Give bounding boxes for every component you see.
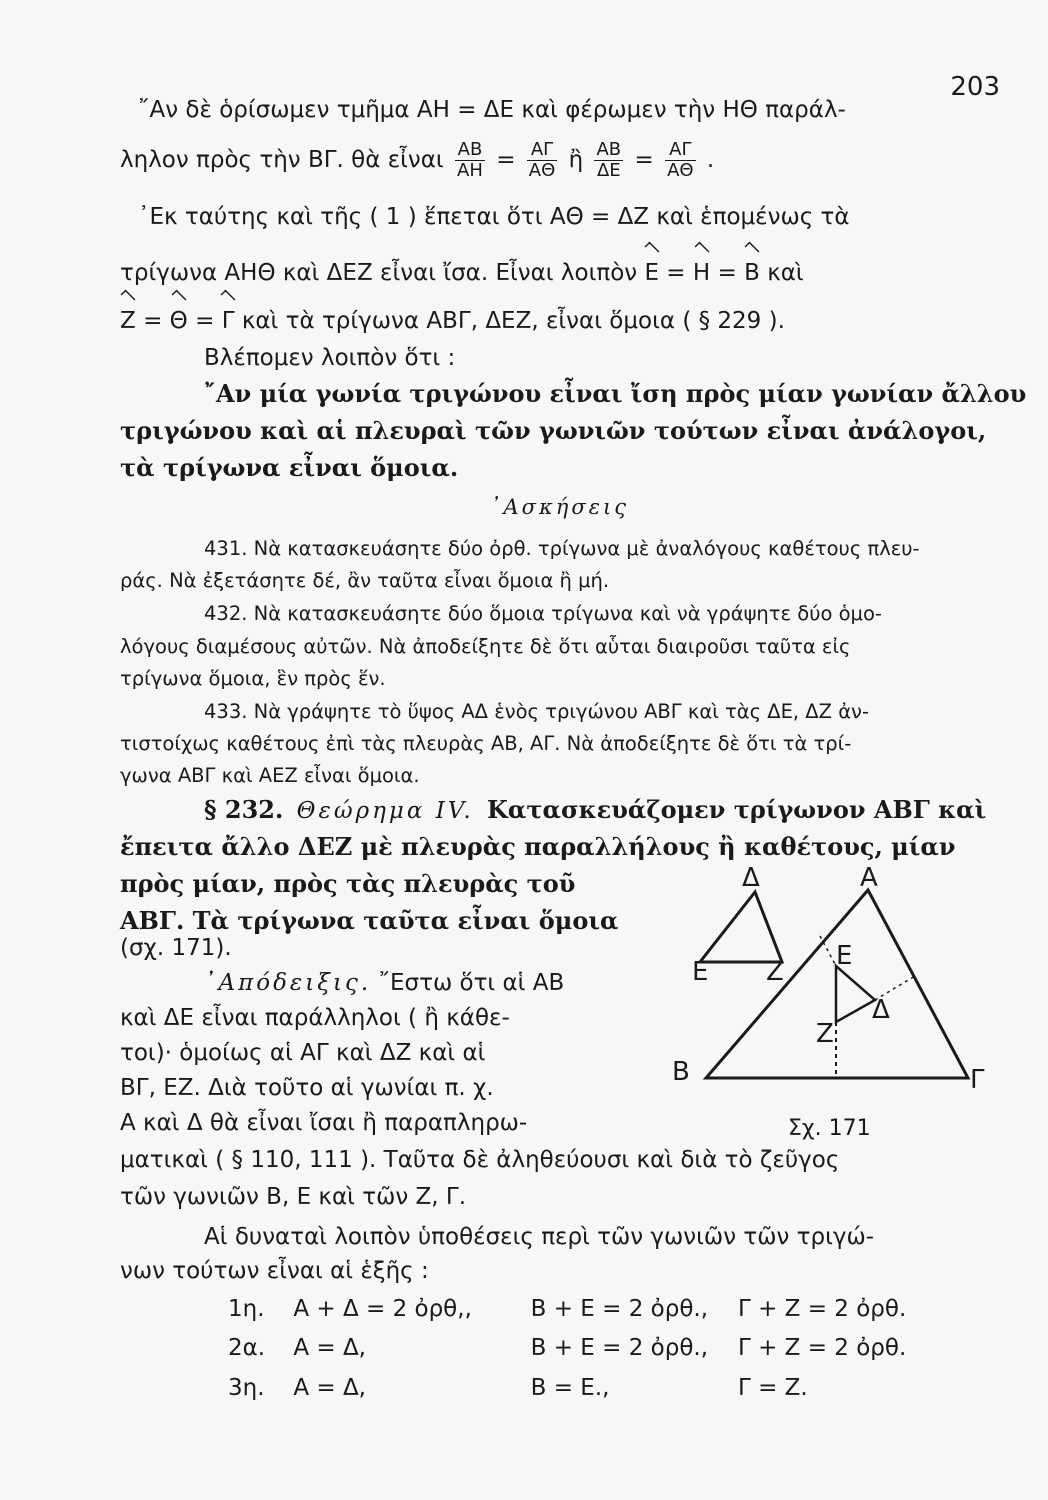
case-row: [228, 1333, 906, 1363]
angle-Theta: Θ: [169, 308, 188, 334]
proof-line: τοι)· ὁμοίως αἱ ΑΓ καὶ ΔΖ καὶ αἱ: [120, 1040, 486, 1066]
section-line: πρὸς μίαν, πρὸς τὰς πλευρὰς τοῦ: [120, 869, 576, 898]
proof-line: τῶν γωνιῶν Β, Ε καὶ τῶν Ζ, Γ.: [120, 1184, 467, 1210]
text: καὶ τὰ τρίγωνα ΑΒΓ, ΔΕΖ, εἶναι ὅμοια ( § 229 ).: [241, 308, 785, 334]
page-number: 203: [950, 72, 1000, 102]
denominator: ΔΕ: [596, 160, 621, 181]
denominator: ΑΘ: [528, 160, 556, 181]
para-line: ᾿Εκ ταύτης καὶ τῆς ( 1 ) ἕπεται ὅτι ΑΘ = ΔΖ καὶ ἑπομένως τὰ: [138, 204, 850, 230]
exercise-line: λόγους διαμέσους αὐτῶν. Νὰ ἀποδείξητε δὲ ὅτι αὗται διαιροῦσι ταῦτα εἰς: [120, 635, 851, 658]
exercise-line: τρίγωνα ὅμοια, ἓν πρὸς ἕν.: [120, 667, 386, 690]
section-label: Θεώρημα IV.: [296, 798, 474, 824]
para-line-with-angles: [120, 306, 785, 336]
case-angle-2: Β = Ε.,: [530, 1375, 610, 1401]
case-angle-2: Β + Ε = 2 ὀρθ.,: [530, 1335, 709, 1361]
angle-B: Β: [744, 260, 760, 286]
exercises-heading: ᾿Ασκήσεις: [490, 495, 629, 519]
angle-E: Ε: [644, 260, 659, 286]
equals: =: [143, 308, 163, 334]
dashed-line: [820, 936, 836, 966]
proof-text: ῎Εστω ὅτι αἱ ΑΒ: [378, 970, 565, 996]
case-angle-3: Γ + Ζ = 2 ὀρθ.: [737, 1296, 907, 1322]
exercise-line: 431. Νὰ κατασκευάσητε δύο ὀρθ. τρίγωνα μὲ ἀναλόγους καθέτους πλευ-: [204, 537, 920, 560]
text: τρίγωνα ΑΗΘ καὶ ΔΕΖ εἶναι ἴσα. Εἶναι λοιπὸν: [120, 260, 638, 286]
proof-line: [204, 968, 564, 998]
case-angle-1: Α = Δ,: [293, 1375, 366, 1401]
equals: =: [496, 147, 516, 173]
section-line: (σχ. 171).: [120, 935, 232, 961]
label-E-small: Ε: [692, 957, 709, 987]
proof-line: καὶ ΔΕ εἶναι παράλληλοι ( ἢ κάθε-: [120, 1005, 510, 1031]
proof-line: Α καὶ Δ θὰ εἶναι ἴσαι ἢ παραπληρω-: [120, 1110, 528, 1136]
denominator: ΑΗ: [457, 160, 483, 181]
section-heading: [204, 795, 986, 826]
label-B: Β: [672, 1057, 690, 1087]
label-G: Γ: [970, 1065, 985, 1095]
case-angle-3: Γ = Ζ.: [737, 1375, 808, 1401]
label-D-big: Δ: [872, 995, 890, 1025]
theorem-line: τὰ τρίγωνα εἶναι ὅμοια.: [120, 453, 459, 482]
figure-171: [670, 840, 1000, 1140]
section-number: § 232.: [204, 795, 284, 824]
period: .: [706, 147, 715, 173]
case-angle-3: Γ + Ζ = 2 ὀρθ.: [737, 1335, 907, 1361]
triangle-DEZ-small: [700, 892, 782, 962]
exercise-line: ράς. Νὰ ἐξετάσητε δέ, ἂν ταῦτα εἶναι ὅμοια ἢ μή.: [120, 569, 610, 592]
equals: =: [634, 147, 654, 173]
theorem-line: τριγώνου καὶ αἱ πλευραὶ τῶν γωνιῶν τούτων εἶναι ἀνάλογοι,: [120, 416, 987, 445]
denominator: ΑΘ: [667, 160, 694, 181]
para-line-with-angles: [120, 258, 804, 288]
case-label: 2α.: [228, 1335, 266, 1361]
numerator: ΑΓ: [665, 140, 695, 161]
exercise-line: 433. Νὰ γράψητε τὸ ὕψος ΑΔ ἑνὸς τριγώνου ΑΒΓ καὶ τὰς ΔΕ, ΔΖ ἀν-: [204, 700, 869, 723]
fraction: [527, 140, 557, 181]
proof-line: νων τούτων εἶναι αἱ ἑξῆς :: [120, 1258, 429, 1284]
label-A: Α: [860, 863, 878, 893]
numerator: ΑΓ: [527, 140, 557, 161]
fraction: [665, 140, 695, 181]
numerator: ΑΒ: [596, 139, 622, 160]
figure-caption: Σχ. 171: [788, 1116, 871, 1140]
equals: =: [666, 260, 686, 286]
section-text: Κατασκευάζομεν τρίγωνον ΑΒΓ καὶ: [487, 795, 987, 824]
case-label: 3η.: [228, 1375, 265, 1401]
proof-line: ματικαὶ ( § 110, 111 ). Ταῦτα δὲ ἀληθεύουσι καὶ διὰ τὸ ζεῦγος: [120, 1147, 840, 1173]
section-line: ἔπειτα ἄλλο ΔΕΖ μὲ πλευρὰς παραλλήλους ἢ καθέτους, μίαν: [120, 832, 956, 861]
case-angle-2: Β + Ε = 2 ὀρθ.,: [530, 1296, 709, 1322]
label-Z-small: Ζ: [766, 957, 784, 987]
proof-line: ΒΓ, ΕΖ. Διὰ τοῦτο αἱ γωνίαι π. χ.: [120, 1075, 494, 1101]
label-Z-big: Ζ: [816, 1019, 834, 1049]
angle-H: Η: [692, 260, 711, 286]
proof-line: Αἱ δυναταὶ λοιπὸν ὑποθέσεις περὶ τῶν γωνιῶν τῶν τριγώ-: [204, 1224, 875, 1250]
section-line: ΑΒΓ. Τὰ τρίγωνα ταῦτα εἶναι ὅμοια: [120, 906, 619, 935]
fraction: [455, 140, 485, 181]
para-line-with-fractions: [120, 140, 714, 181]
case-angle-1: Α + Δ = 2 ὀρθ,,: [293, 1296, 472, 1322]
case-row: [228, 1294, 906, 1324]
proof-label: ᾿Απόδειξις.: [204, 970, 372, 996]
label-E-big: Ε: [836, 941, 853, 971]
equals: =: [195, 308, 215, 334]
case-label: 1η.: [228, 1296, 265, 1322]
fraction: [594, 140, 623, 181]
conclusion-intro: Βλέπομεν λοιπὸν ὅτι :: [204, 345, 456, 371]
triangle-inner: [836, 966, 875, 1022]
exercise-line: γωνα ΑΒΓ καὶ ΑΕΖ εἶναι ὅμοια.: [120, 764, 420, 787]
exercise-line: τιστοίχως καθέτους ἐπὶ τὰς πλευρὰς ΑΒ, ΑΓ. Νὰ ἀποδείξητε δὲ ὅτι τὰ τρί-: [120, 732, 852, 755]
angle-Z: Ζ: [120, 308, 136, 334]
para-line: ῎Αν δὲ ὁρίσωμεν τμῆμα ΑΗ = ΔΕ καὶ φέρωμεν τὴν ΗΘ παράλ-: [138, 97, 846, 123]
angle-G: Γ: [221, 308, 235, 334]
case-angle-1: Α = Δ,: [293, 1335, 366, 1361]
or: ἢ: [568, 147, 584, 173]
equals: =: [717, 260, 737, 286]
theorem-line: ῎Αν μία γωνία τριγώνου εἶναι ἴση πρὸς μίαν γωνίαν ἄλλου: [204, 379, 1027, 408]
case-row: [228, 1373, 808, 1403]
label-D: Δ: [742, 863, 760, 893]
numerator: ΑΒ: [455, 140, 485, 161]
exercise-line: 432. Νὰ κατασκευάσητε δύο ὅμοια τρίγωνα καὶ νὰ γράψητε δύο ὁμο-: [204, 602, 882, 625]
text: ληλον πρὸς τὴν ΒΓ. θὰ εἶναι: [120, 147, 444, 173]
text: καὶ: [767, 260, 804, 286]
